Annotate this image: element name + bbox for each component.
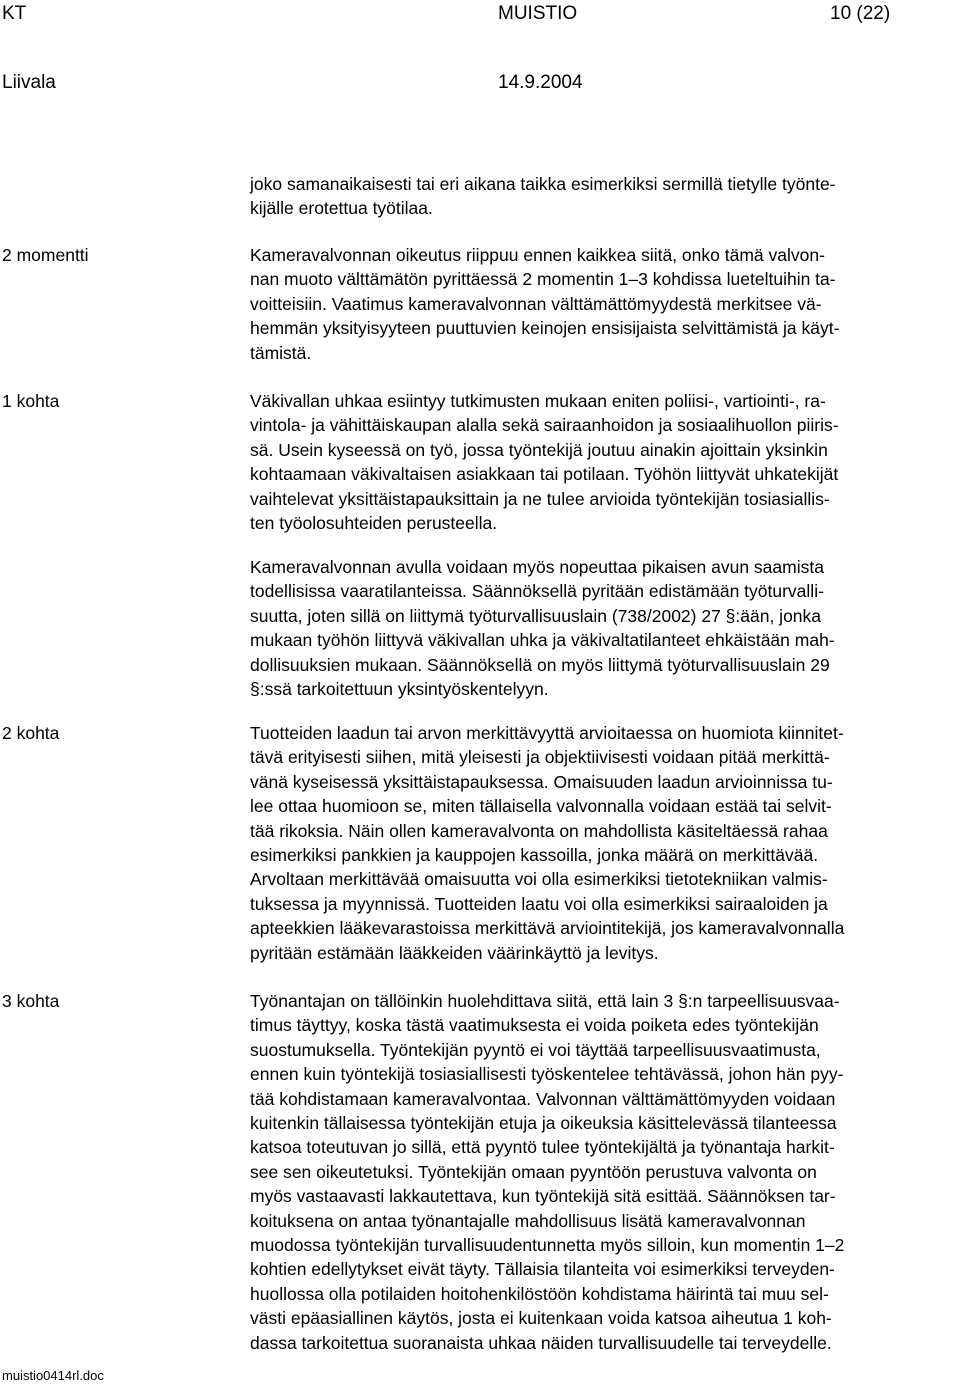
header-org: KT [2,3,27,24]
paragraph-line: tää kohdistamaan kameravalvontaa. Valvonnan välttämättömyyden voidaan [250,1088,836,1109]
paragraph-line: see sen oikeutetuksi. Työntekijän omaan pyyntöön perustuva valvonta on [250,1161,817,1182]
paragraph-line: tämistä. [250,342,312,363]
paragraph-line: tävä erityisesti siihen, mitä yleisesti ja objektiivisesti voidaan pitää merkittä- [250,747,830,768]
paragraph-line: kohtien edellytykset eivät täyty. Tällaisia tilanteita voi esimerkiksi terveyden- [250,1259,835,1280]
paragraph-line: Työnantajan on tällöinkin huolehdittava siitä, että lain 3 §:n tarpeellisuusvaa- [250,991,840,1011]
paragraph-line: todellisissa vaaratilanteissa. Säännöksellä pyritään edistämään työturvalli- [250,581,824,602]
paragraph-line: västi epäasiallinen käytös, josta ei kuitenkaan voida katsoa aiheutua 1 koh- [250,1308,832,1329]
paragraph-line: koituksena on antaa työnantajalle mahdollisuus lisätä kameravalvonnan [250,1210,806,1231]
paragraph-line: Väkivallan uhkaa esiintyy tutkimusten mukaan eniten poliisi-, vartiointi-, ra- [250,391,826,411]
paragraph-line: timus täyttyy, koska tästä vaatimuksesta ei voida poiketa edes työntekijän [250,1015,819,1036]
paragraph-line: Tuotteiden laadun tai arvon merkittävyyttä arvioitaessa on huomiota kiinnitet- [250,723,844,743]
paragraph-line: pyritään estämään lääkkeiden väärinkäyttö ja levitys. [250,942,659,963]
paragraph-line: esimerkiksi pankkien ja kauppojen kassoilla, jonka määrä on merkittävää. [250,845,819,866]
footer-filename: muistio0414rl.doc [2,1368,104,1383]
paragraph-line: muodossa työntekijän turvallisuudentunnetta myös silloin, kun momentin 1–2 [250,1235,845,1256]
paragraph-line: apteekkien lääkevarastoissa merkittävä arviointitekijä, jos kameravalvonnalla [250,918,845,939]
paragraph-line: dassa tarkoitettua suoranaista uhkaa näiden turvallisuudelle tai terveydelle. [250,1332,832,1353]
paragraph-line: katsoa toteutuvan jo sillä, että pyyntö tulee työntekijältä ja työnantaja harkit- [250,1137,835,1158]
paragraph-line: kuitenkin tällaisessa työntekijän etuja ja oikeuksia käsittelevässä tilanteessa [250,1113,837,1134]
paragraph-line: Arvoltaan merkittävää omaisuutta voi olla esimerkiksi tietotekniikan valmis- [250,869,828,890]
section-label: 2 kohta [2,723,60,743]
header-place: Liivala [2,72,56,93]
paragraph-line: kohtaamaan väkivaltaisen asiakkaan tai potilaan. Työhön liittyvät uhkatekijät [250,464,839,485]
paragraph-line: suostumuksella. Työntekijän pyyntö ei voi täyttää tarpeellisuusvaatimusta, [250,1039,821,1060]
section-label: 2 momentti [2,245,89,265]
paragraph-line: tää rikoksia. Näin ollen kameravalvonta on mahdollista käsiteltäessä rahaa [250,820,828,841]
paragraph-line: kijälle erotettua työtilaa. [250,198,433,219]
paragraph-line: ten työolosuhteiden perusteella. [250,513,498,534]
paragraph-line: tuksessa ja myynnissä. Tuotteiden laatu voi olla esimerkiksi sairaaloiden ja [250,893,828,914]
paragraph-line: §:ssä tarkoitettuun yksintyöskentelyyn. [250,679,549,700]
paragraph-line: vaihtelevat yksittäistapauksittain ja ne tulee arvioida työntekijän tosiasiallis- [250,488,830,509]
paragraph [250,389,955,535]
paragraph-line: Kameravalvonnan avulla voidaan myös nopeuttaa pikaisen avun saamista [250,557,824,577]
paragraph [250,555,955,701]
paragraph [250,721,955,965]
section-label: 1 kohta [2,391,60,411]
paragraph-line: joko samanaikaisesti tai eri aikana taikka esimerkiksi sermillä tietylle työnte- [250,174,836,194]
paragraph-line: mukaan työhön liittyvä väkivallan uhka ja väkivaltatilanteet ehkäistään mah- [250,630,835,651]
paragraph-line: Kameravalvonnan oikeutus riippuu ennen kaikkea siitä, onko tämä valvon- [250,245,825,265]
paragraph-line: ennen kuin työntekijä tosiasiallisesti työskentelee tehtävässä, johon hän pyy- [250,1064,844,1085]
paragraph-line: voitteisiin. Vaatimus kameravalvonnan välttämättömyydestä merkitsee vä- [250,293,822,314]
paragraph-line: suutta, joten sillä on liittymä työturvallisuuslain (738/2002) 27 §:ään, jonka [250,605,822,626]
paragraph-line: huollossa olla potilaiden hoitohenkilöstöön kohdistama häirintä tai muu sel- [250,1283,829,1304]
paragraph [250,989,955,1355]
header-date: 14.9.2004 [498,72,583,93]
paragraph-line: dollisuuksien mukaan. Säännöksellä on myös liittymä työturvallisuuslain 29 [250,654,830,675]
paragraph-line: lee ottaa huomioon se, miten tällaisella valvonnalla voidaan estää tai selvit- [250,796,832,817]
paragraph-line: nan muoto välttämätön pyrittäessä 2 momentin 1–3 kohdissa lueteltuihin ta- [250,269,836,290]
paragraph-line: vintola- ja vähittäiskaupan alalla sekä sairaanhoidon ja sosiaalihuollon piiris- [250,415,839,436]
paragraph-line: hemmän yksityisyyteen puuttuvien keinojen ensisijaista selvittämistä ja käyt- [250,318,840,339]
paragraph-line: myös vastaavasti lakkautettava, kun työntekijä sitä esittää. Säännöksen tar- [250,1186,836,1207]
header-doc-type: MUISTIO [498,3,578,24]
paragraph-line: sä. Usein kyseessä on työ, jossa työntekijä joutuu ainakin ajoittain yksinkin [250,439,828,460]
section-label: 3 kohta [2,991,60,1011]
header-page-number: 10 (22) [830,3,891,24]
paragraph-line: vänä kyseisessä yksittäistapauksessa. Omaisuuden laadun arvioinnissa tu- [250,771,833,792]
paragraph [250,243,955,365]
paragraph [250,172,955,221]
